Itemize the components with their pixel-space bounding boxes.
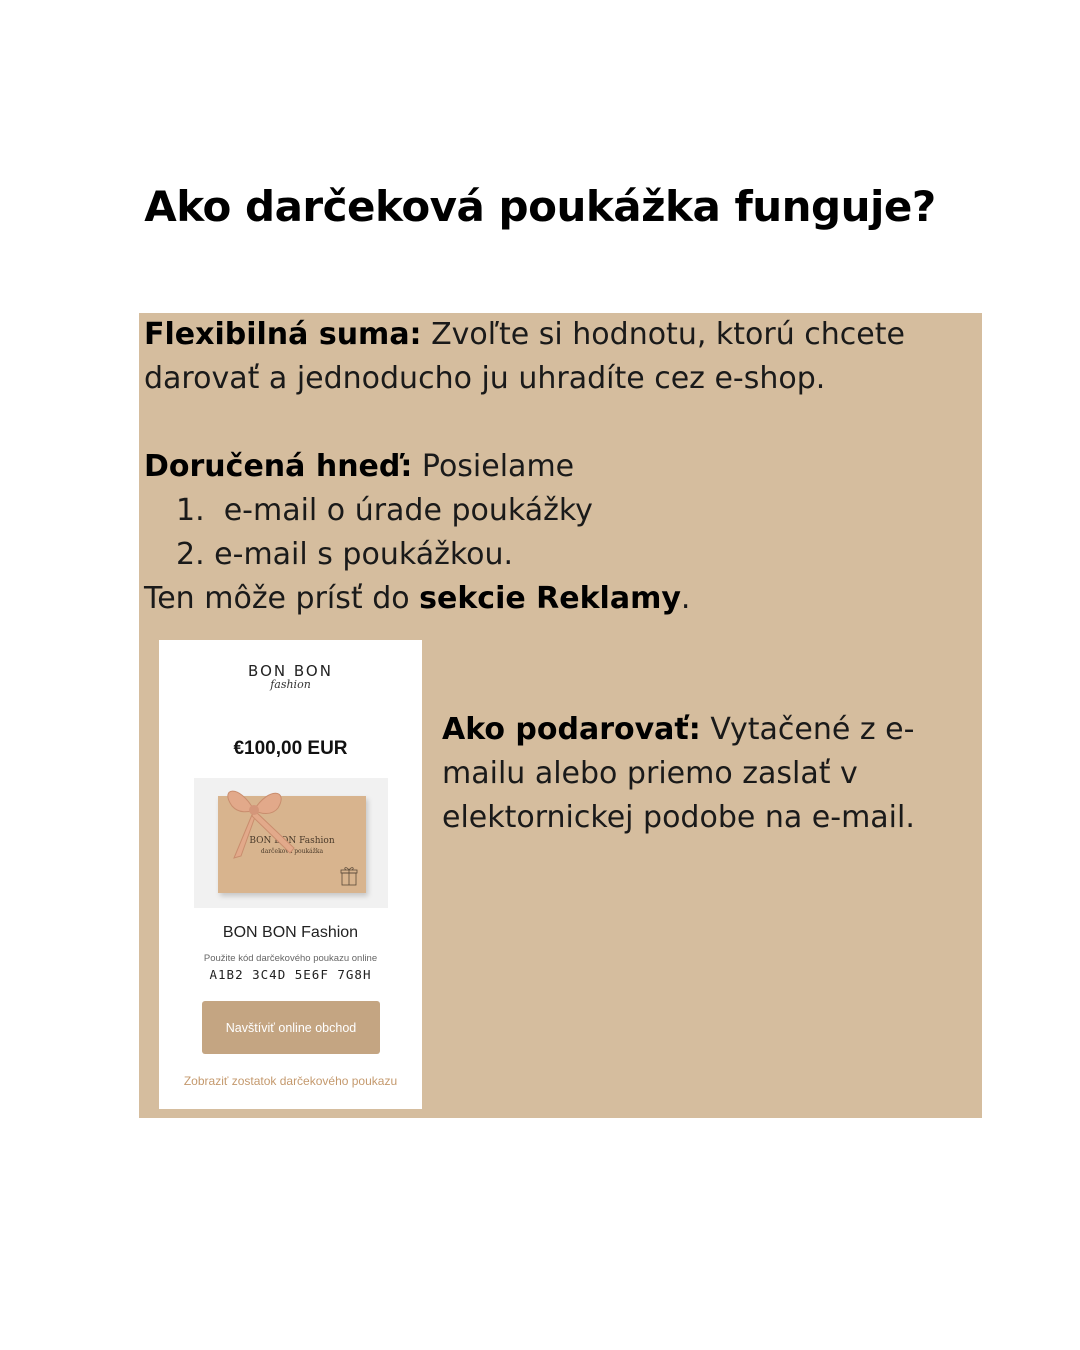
gift-text: Vytačené z e-mailu alebo priemo zaslať v elektornickej podobe na e-mail. xyxy=(442,712,915,835)
flexible-amount-text: Zvoľte si hodnotu, ktorú chcete darovať a jednoducho ju uhradíte cez e-shop. xyxy=(144,317,905,396)
voucher-card-brand: BON BON Fashion xyxy=(249,836,335,846)
gift-heading: Ako podarovať: xyxy=(442,712,701,747)
voucher-code: A1B2 3C4D 5E6F 7G8H xyxy=(209,967,372,982)
flexible-amount-heading: Flexibilná suma: xyxy=(144,317,422,352)
delivery-note-suffix: . xyxy=(680,581,691,616)
voucher-amount: €100,00 EUR xyxy=(233,738,348,759)
gift-paragraph xyxy=(442,708,972,840)
delivery-note xyxy=(144,577,974,621)
ribbon-bow-icon xyxy=(194,778,388,908)
logo-sub-text: fashion xyxy=(270,678,311,691)
list-item xyxy=(144,533,974,577)
logo-main-text: BON BON xyxy=(248,662,333,680)
list-item-text: e-mail o úrade poukážky xyxy=(223,493,593,528)
flexible-amount-paragraph xyxy=(144,313,974,401)
delivery-paragraph xyxy=(144,445,974,489)
voucher-image xyxy=(194,778,388,908)
gift-icon xyxy=(340,866,358,886)
email-brand-name: BON BON Fashion xyxy=(222,924,359,941)
list-item-number: 2. xyxy=(176,537,205,572)
delivery-heading: Doručená hneď: xyxy=(144,449,413,484)
brand-logo xyxy=(159,662,422,691)
delivery-note-prefix: Ten môže prísť do xyxy=(144,581,420,616)
email-mockup xyxy=(159,640,422,1109)
info-panel xyxy=(139,313,982,1118)
code-hint: Použite kód darčekového poukazu online xyxy=(203,953,378,964)
list-item-number: 1. xyxy=(176,493,205,528)
voucher-card-subtitle: darčeková poukážka xyxy=(260,848,324,855)
delivery-text: Posielame xyxy=(421,449,575,484)
page-title: Ako darčeková poukážka funguje? xyxy=(144,182,936,231)
info-text-block xyxy=(144,313,974,621)
list-item-text: e-mail s poukážkou. xyxy=(214,537,514,572)
view-balance-link[interactable]: Zobraziť zostatok darčekového poukazu xyxy=(183,1074,398,1088)
visit-shop-button[interactable]: Navštíviť online obchod xyxy=(202,1001,380,1054)
list-item xyxy=(144,489,974,533)
delivery-note-bold: sekcie Reklamy xyxy=(419,581,681,616)
